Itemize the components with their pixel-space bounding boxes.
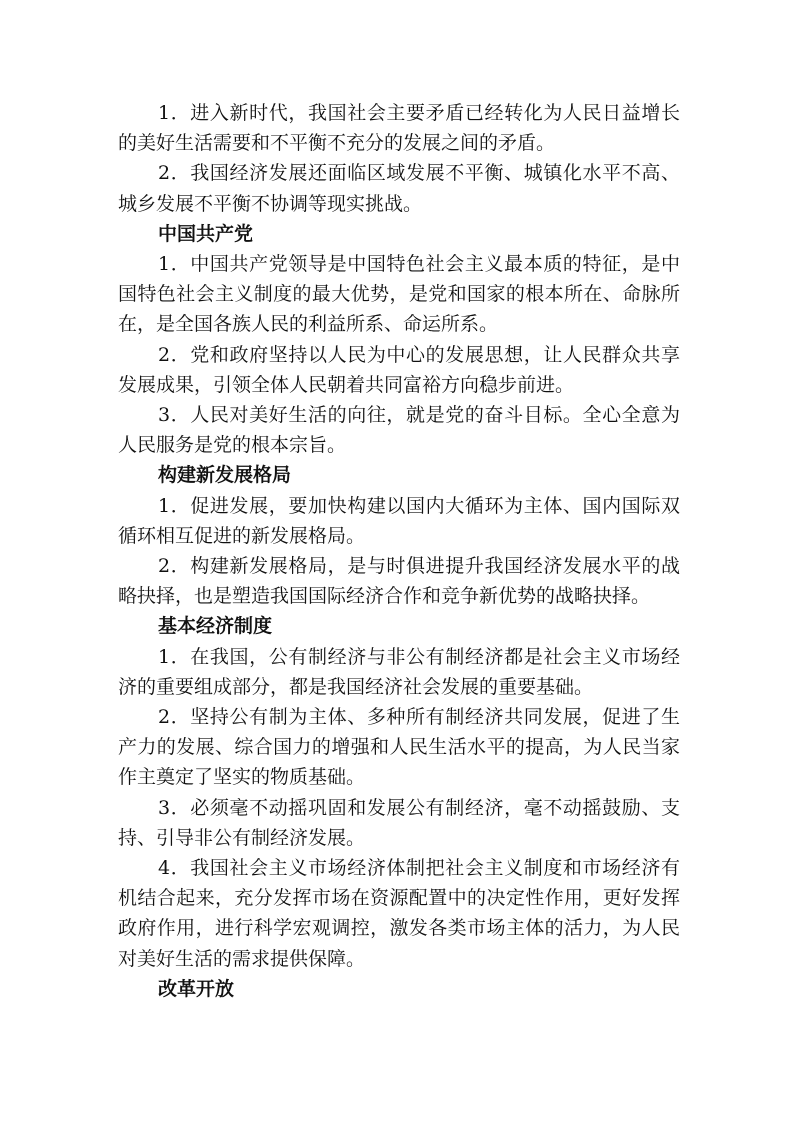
paragraph: 2．构建新发展格局，是与时俱进提升我国经济发展水平的战略抉择，也是塑造我国国际经济合作和竞争新优势的战略抉择。	[118, 555, 680, 608]
document-page	[118, 98, 680, 1004]
paragraph: 4．我国社会主义市场经济体制把社会主义制度和市场经济有机结合起来，充分发挥市场在资源配置中的决定性作用，更好发挥政府作用，进行科学宏观调控，激发各类市场主体的活力，为人民对美好生活的需求提供保障。	[118, 857, 680, 970]
paragraph: 2．坚持公有制为主体、多种所有制经济共同发展，促进了生产力的发展、综合国力的增强和人民生活水平的提高，为人民当家作主奠定了坚实的物质基础。	[118, 706, 680, 789]
paragraph: 2．党和政府坚持以人民为中心的发展思想，让人民群众共享发展成果，引领全体人民朝着共同富裕方向稳步前进。	[118, 343, 680, 396]
paragraph: 1．中国共产党领导是中国特色社会主义最本质的特征，是中国特色社会主义制度的最大优势，是党和国家的根本所在、命脉所在，是全国各族人民的利益所系、命运所系。	[118, 253, 680, 336]
section-heading: 基本经济制度	[158, 615, 273, 638]
section-reform-opening	[118, 974, 680, 1004]
paragraph: 2．我国经济发展还面临区域发展不平衡、城镇化水平不高、城乡发展不平衡不协调等现实挑战。	[118, 162, 680, 215]
paragraph: 1．促进发展，要加快构建以国内大循环为主体、国内国际双循环相互促进的新发展格局。	[118, 494, 680, 547]
paragraph: 3．人民对美好生活的向往，就是党的奋斗目标。全心全意为人民服务是党的根本宗旨。	[118, 404, 680, 457]
paragraph: 3．必须毫不动摇巩固和发展公有制经济，毫不动摇鼓励、支持、引导非公有制经济发展。	[118, 796, 680, 849]
section-new-development-pattern	[118, 460, 680, 611]
section-heading: 构建新发展格局	[158, 464, 292, 487]
section-basic-economic-system	[118, 611, 680, 973]
section-heading: 中国共产党	[158, 222, 254, 245]
paragraph: 1．进入新时代，我国社会主要矛盾已经转化为人民日益增长的美好生活需要和不平衡不充分的发展之间的矛盾。	[118, 102, 680, 155]
paragraph: 1．在我国，公有制经济与非公有制经济都是社会主义市场经济的重要组成部分，都是我国经济社会发展的重要基础。	[118, 645, 680, 698]
section-communist-party	[118, 219, 680, 461]
section-intro	[118, 98, 680, 219]
section-heading: 改革开放	[158, 977, 235, 1000]
